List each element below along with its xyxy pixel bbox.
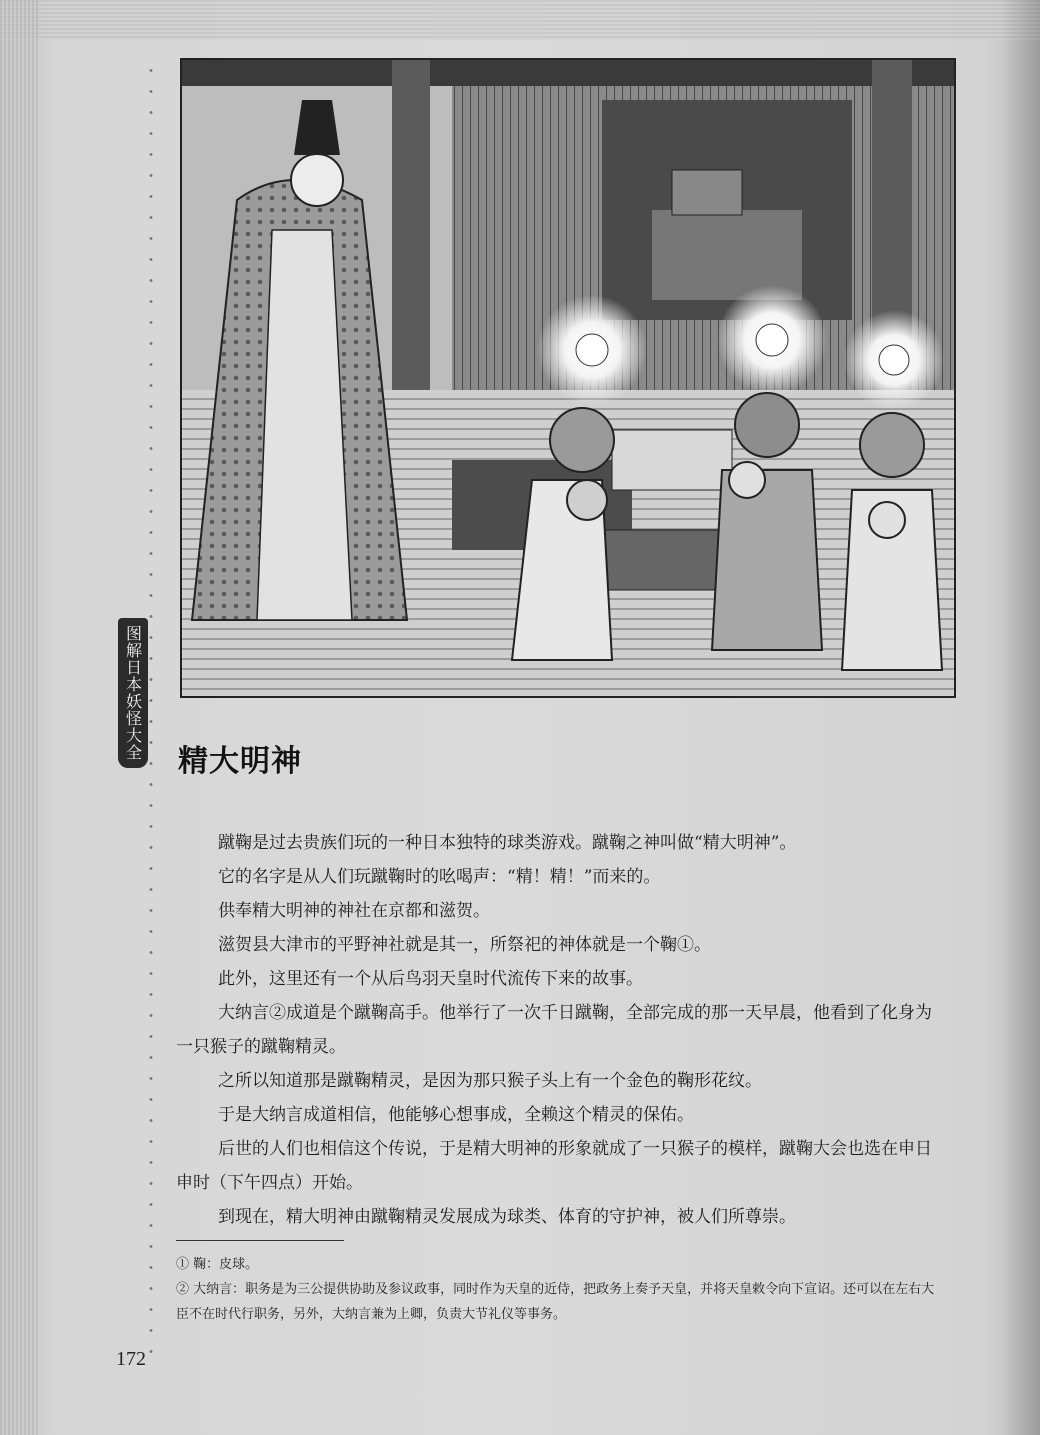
dotted-margin-line	[149, 60, 153, 1360]
footnote: ① 鞠：皮球。	[176, 1257, 259, 1272]
page-edges-top	[0, 0, 1040, 40]
paragraph: 它的名字是从人们玩蹴鞠时的吆喝声：“精！精！”而来的。	[218, 867, 661, 887]
paragraph: 供奉精大明神的神社在京都和滋贺。	[218, 901, 490, 921]
illustration	[180, 58, 956, 698]
paragraph: 于是大纳言成道相信，他能够心想事成，全赖这个精灵的保佑。	[218, 1105, 694, 1125]
paragraph: 滋贺县大津市的平野神社就是其一，所祭祀的神体就是一个鞠①。	[218, 935, 711, 955]
footnote: ② 大纳言：职务是为三公提供协助及参议政事，同时作为天皇的近侍，把政务上奏予天皇，并将天皇敕令向下宣诏。还可以在左右大臣不在时代行职务，另外，大纳言兼为上卿，负责大节礼仪等事务。	[176, 1282, 935, 1322]
paragraph: 此外，这里还有一个从后鸟羽天皇时代流传下来的故事。	[218, 969, 643, 989]
article-body	[176, 826, 946, 1234]
side-tab-book-title: 图解日本妖怪大全	[118, 618, 148, 768]
paragraph: 后世的人们也相信这个传说，于是精大明神的形象就成了一只猴子的模样，蹴鞠大会也选在申日申时（下午四点）开始。	[176, 1139, 932, 1193]
gutter-shadow	[1000, 0, 1040, 1435]
paragraph: 到现在，精大明神由蹴鞠精灵发展成为球类、体育的守护神，被人们所尊崇。	[218, 1207, 796, 1227]
paragraph: 大纳言②成道是个蹴鞠高手。他举行了一次千日蹴鞠，全部完成的那一天早晨，他看到了化身为一只猴子的蹴鞠精灵。	[176, 1003, 932, 1057]
page-edges-left	[0, 0, 38, 1435]
article-title: 精大明神	[178, 744, 302, 779]
footnotes	[176, 1252, 946, 1327]
footnote-rule	[176, 1240, 344, 1241]
illustration-drawing	[182, 60, 954, 696]
paragraph: 之所以知道那是蹴鞠精灵，是因为那只猴子头上有一个金色的鞠形花纹。	[218, 1071, 762, 1091]
page-number: 172	[116, 1348, 146, 1370]
paragraph: 蹴鞠是过去贵族们玩的一种日本独特的球类游戏。蹴鞠之神叫做“精大明神”。	[218, 833, 797, 853]
